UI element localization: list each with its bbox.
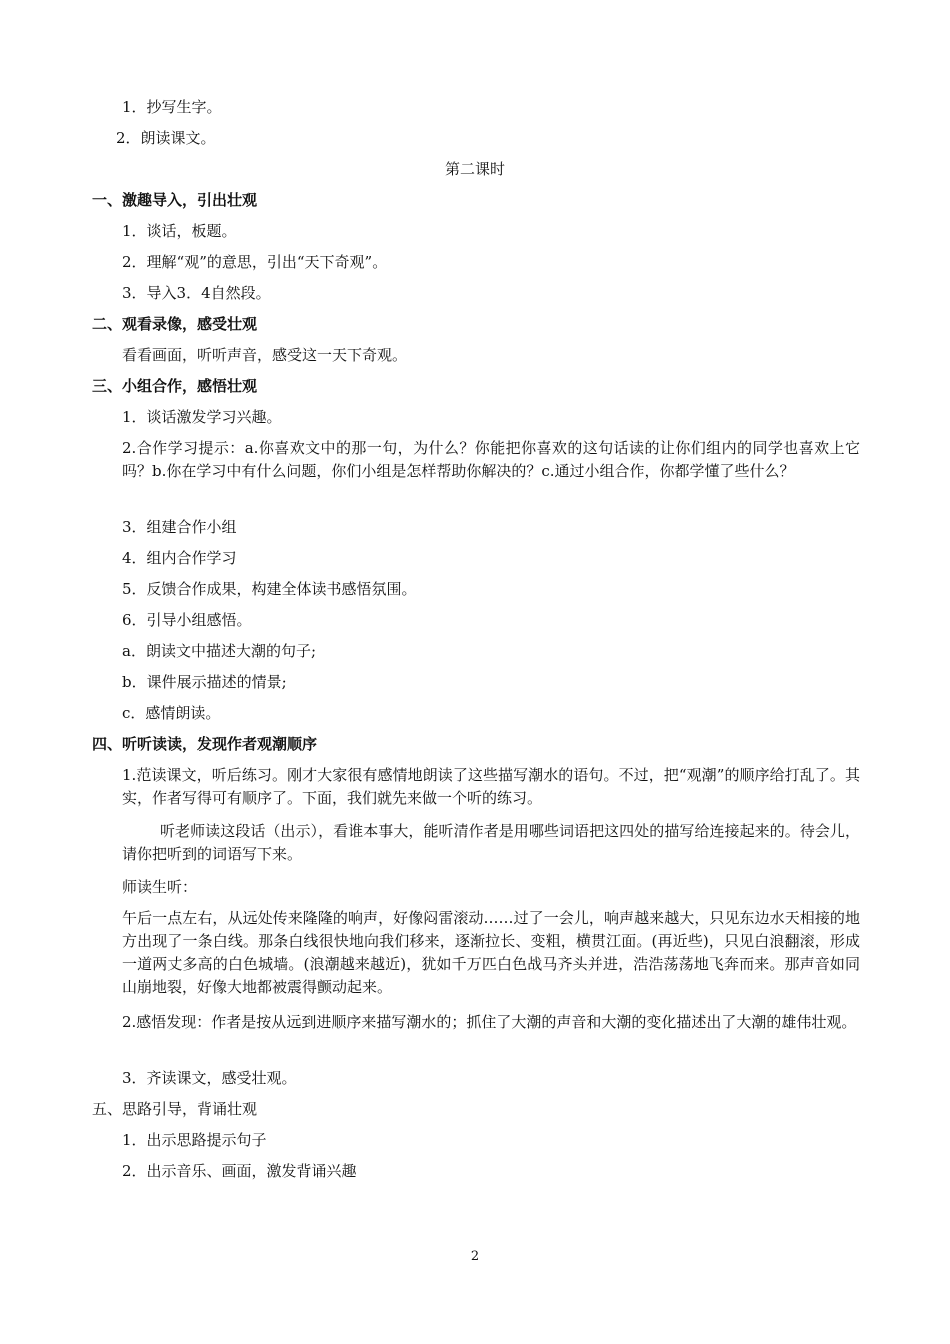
step-4-1-paragraph: 1.范读课文，听后练习。刚才大家很有感情地朗读了这些描写潮水的语句。不过，把“观潮”的顺序给打乱了。其实，作者写得可有顺序了。下面，我们就先来做一个听的练习。 xyxy=(122,766,860,807)
step-3-6: 6．引导小组感悟。 xyxy=(122,611,252,629)
step-5-1: 1．出示思路提示句子 xyxy=(122,1131,267,1149)
section-heading-4: 四、听听读读，发现作者观潮顺序 xyxy=(92,735,318,753)
lesson-title: 第二课时 xyxy=(444,160,505,178)
section-heading-1: 一、激趣导入，引出壮观 xyxy=(92,191,258,209)
step-1-3: 3．导入3．4自然段。 xyxy=(122,284,271,302)
step-1-1: 1．谈话，板题。 xyxy=(122,222,237,240)
step-1-2: 2．理解“观”的意思，引出“天下奇观”。 xyxy=(122,253,388,271)
step-3-2-paragraph: 2.合作学习提示：a.你喜欢文中的那一句，为什么？你能把你喜欢的这句话读的让你们组内的同学也喜欢上它吗？b.你在学习中有什么问题，你们小组是怎样帮助你解决的？c.通过小组合作，你都学懂了些什么？ xyxy=(122,439,860,480)
section-heading-3: 三、小组合作，感悟壮观 xyxy=(92,377,258,395)
step-3-6-b: b．课件展示描述的情景; xyxy=(122,673,287,691)
step-3-4: 4．组内合作学习 xyxy=(122,549,237,567)
step-4-2-paragraph: 2.感悟发现：作者是按从远到进顺序来描写潮水的；抓住了大潮的声音和大潮的变化描述出了大潮的雄伟壮观。 xyxy=(122,1013,857,1031)
homework-item-1: 1．抄写生字。 xyxy=(122,98,222,116)
step-4-3: 3．齐读课文，感受壮观。 xyxy=(122,1069,297,1087)
step-2-text: 看看画面，听听声音，感受这一天下奇观。 xyxy=(122,346,408,364)
step-3-1: 1．谈话激发学习兴趣。 xyxy=(122,408,282,426)
step-3-3: 3．组建合作小组 xyxy=(122,518,237,536)
tide-reading-passage: 午后一点左右，从远处传来隆隆的响声，好像闷雷滚动……过了一会儿，响声越来越大，只见东边水天相接的地方出现了一条白线。那条白线很快地向我们移来，逐渐拉长、变粗，横贯江面。(再近些)，只见白浪翻滚，形成一道两丈多高的白色城墙。(浪潮越来越近)，犹如千万匹白色战马齐头并进，浩浩荡荡地飞奔而来。那声音如同山崩地裂，好像大地都被震得颤动起来。 xyxy=(122,909,860,996)
step-4-1-instruction: 听老师读这段话（出示），看谁本事大，能听清作者是用哪些词语把这四处的描写给连接起来的。待会儿，请你把听到的词语写下来。 xyxy=(122,822,860,863)
homework-item-2: 2．朗读课文。 xyxy=(116,129,216,147)
step-5-2: 2．出示音乐、画面，激发背诵兴趣 xyxy=(122,1162,357,1180)
page-number: 2 xyxy=(470,1249,480,1264)
step-3-5: 5．反馈合作成果，构建全体读书感悟氛围。 xyxy=(122,580,417,598)
step-3-6-a: a．朗读文中描述大潮的句子; xyxy=(122,642,316,660)
step-3-6-c: c．感情朗读。 xyxy=(122,704,221,722)
step-4-1-label: 师读生听： xyxy=(122,878,198,896)
section-heading-5: 五、思路引导，背诵壮观 xyxy=(92,1100,258,1118)
section-heading-2: 二、观看录像，感受壮观 xyxy=(92,315,258,333)
